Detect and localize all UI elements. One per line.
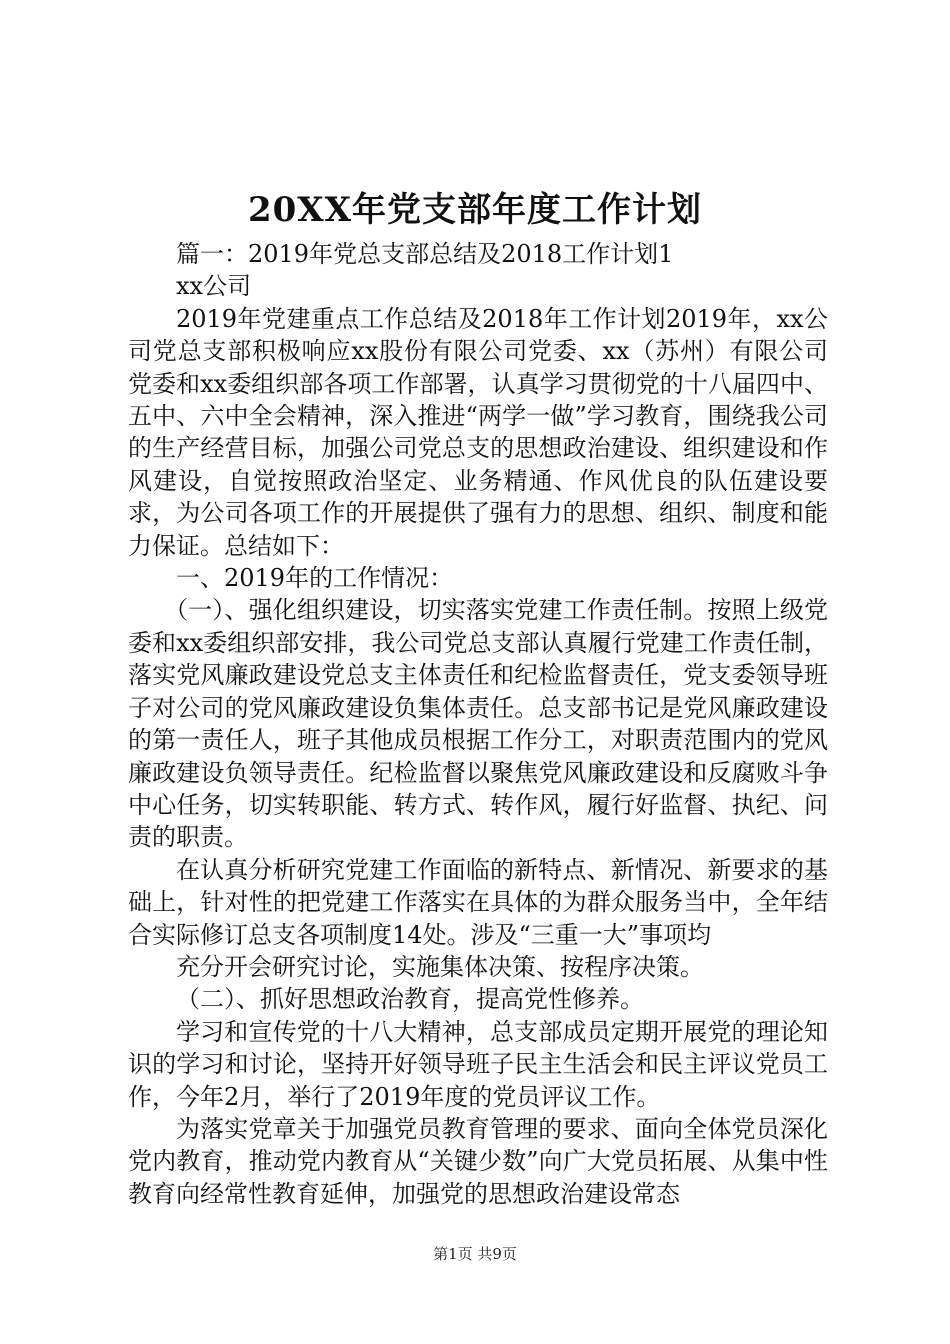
paragraph-subtitle: 篇一：2019年党总支部总结及2018工作计划1 <box>176 240 674 268</box>
paragraph-company: xx公司 <box>176 272 252 301</box>
paragraph-decision: 充分开会研究讨论，实施集体决策、按程序决策。 <box>176 952 704 981</box>
paragraph-summary: 2019年党建重点工作总结及2018年工作计划2019年，xx公司党总支部积极响应xx股份有限公司党委、xx（苏州）有限公司党委和xx委组织部各项工作部署，认真学习贯彻党的十八届四中、五中、六中全会精神，深入推进“两学一做”学习教育，围绕我公司的生产经营目标，加强公司党总支的思想政治建设、组织建设和作风建设，自觉按照政治坚定、业务精通、作风优良的队伍建设要求，为公司各项工作的开展提供了强有力的思想、组织、制度和能力保证。总结如下： <box>128 304 828 560</box>
section-heading-1: 一、2019年的工作情况： <box>176 564 454 593</box>
paragraph-education: 为落实党章关于加强党员教育管理的要求、面向全体党员深化党内教育，推动党内教育从“关键少数”向广大党员拓展、从集中性教育向经常性教育延伸，加强党的思想政治建设常态 <box>128 1114 828 1208</box>
paragraph-study: 学习和宣传党的十八大精神，总支部成员定期开展党的理论知识的学习和讨论，坚持开好领导班子民主生活会和民主评议党员工作，今年2月，举行了2019年度的党员评议工作。 <box>128 1017 828 1111</box>
paragraph-analysis: 在认真分析研究党建工作面临的新特点、新情况、新要求的基础上，针对性的把党建工作落实在具体的为群众服务当中，全年结合实际修订总支各项制度14处。涉及“三重一大”事项均 <box>128 855 828 949</box>
document-title: 20XX年党支部年度工作计划 <box>247 190 703 230</box>
page-number-footer: 第1页 共9页 <box>433 1245 517 1263</box>
section-heading-2: （二）、抓好思想政治教育，提高党性修养。 <box>176 985 644 1014</box>
document-body <box>128 238 828 1210</box>
paragraph-organization: （一）、强化组织建设，切实落实党建工作责任制。按照上级党委和xx委组织部安排，我公司党总支部认真履行党建工作责任制，落实党风廉政建设党总支主体责任和纪检监督责任，党支委领导班子对公司的党风廉政建设负集体责任。总支部书记是党风廉政建设的第一责任人，班子其他成员根据工作分工，对职责范围内的党风廉政建设负领导责任。纪检监督以聚焦党风廉政建设和反腐败斗争中心任务，切实转职能、转方式、转作风，履行好监督、执纪、问责的职责。 <box>128 596 828 852</box>
